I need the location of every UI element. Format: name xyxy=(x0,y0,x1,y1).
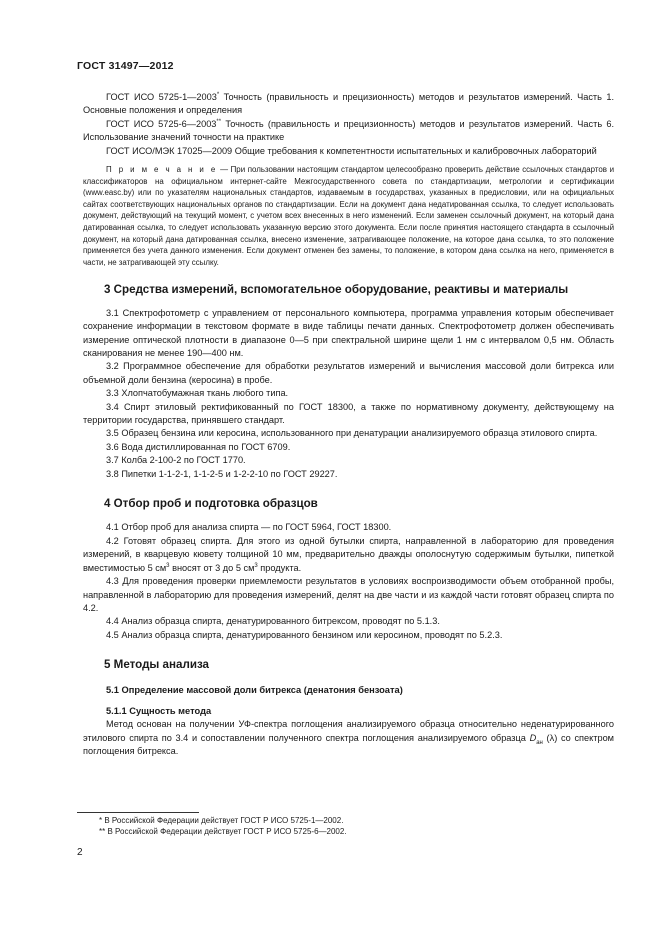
footnote-2: ** В Российской Федерации действует ГОСТ Р ИСО 5725-6—2002. xyxy=(99,827,347,836)
item-3-3: 3.3 Хлопчатобумажная ткань любого типа. xyxy=(106,388,289,399)
symbol-d: D xyxy=(529,732,537,743)
page-content xyxy=(83,91,614,759)
item-4-2: 4.2 Готовят образец спирта. Для этого из одной бутылки спирта, направленной в лабораторию для проведения измерений, в кварцевую кювету толщиной 10 мм, предварительно дважды ополоснутую содержимым бутылки, пипеткой вместимостью 5 $см^3$ вносят от 3 до 5 $см^3$ продукта. xyxy=(83,535,614,573)
item-4-1: 4.1 Отбор проб для анализа спирта — по ГОСТ 5964, ГОСТ 18300. xyxy=(106,522,392,533)
item-3-1: 3.1 Спектрофотометр с управлением от персонального компьютера, программа управления которым обеспечивает сохранение информации в текстовом формате в виде таблицы печати данных. Спектрофотометр должен обеспечивать измерение оптической плотности в диапазоне 0—5 при спектральной ширине щели 1 нм с интервалом 0,5 нм. Область сканирования не менее 190—400 нм. xyxy=(83,307,614,358)
footnote-mark: ** xyxy=(216,118,222,125)
item-4-5: 4.5 Анализ образца спирта, денатурированного бензином или керосином, проводят по 5.2.3. xyxy=(106,629,503,640)
footnote-mark: * xyxy=(216,91,220,98)
footnotes xyxy=(99,815,347,837)
page-number: 2 xyxy=(77,847,83,858)
ref-iso-5725-6: ГОСТ ИСО 5725-6—2003** Точность (правильность и прецизионность) методов и результатов измерений. Часть 6. Использование значений точности на практике xyxy=(83,118,614,143)
subsection-5-1-1-heading: 5.1.1 Сущность метода xyxy=(106,705,212,716)
ref-iso-iec-17025: ГОСТ ИСО/МЭК 17025—2009 Общие требования к компетентности испытательных и калибровочных лабораторий xyxy=(106,145,597,156)
item-3-4: 3.4 Спирт этиловый ректификованный по ГОСТ 18300, а также по нормативному документу, действующему на территории государства, принявшего стандарт. xyxy=(83,401,614,426)
footnote-1: * В Российской Федерации действует ГОСТ Р ИСО 5725-1—2002. xyxy=(99,816,344,825)
item-3-5: 3.5 Образец бензина или керосина, использованного при денатурации анализируемого образца этилового спирта. xyxy=(106,428,598,439)
item-3-6: 3.6 Вода дистиллированная по ГОСТ 6709. xyxy=(106,441,291,452)
section-3-heading: 3 Средства измерений, вспомогательное оборудование, реактивы и материалы xyxy=(104,283,569,297)
item-4-3: 4.3 Для проведения проверки приемлемости результатов в условиях воспроизводимости объем отобранной пробы, направленной в лабораторию для проведения измерений, делят на две части и из каждой части готовят образец спирта по 4.2. xyxy=(83,576,614,613)
item-4-4: 4.4 Анализ образца спирта, денатурированного битрексом, проводят по 5.1.3. xyxy=(106,616,440,627)
note-label: П р и м е ч а н и е xyxy=(106,165,218,175)
subsection-5-1-heading: 5.1 Определение массовой доли битрекса (денатония бензоата) xyxy=(106,684,403,695)
section-5-heading: 5 Методы анализа xyxy=(104,658,210,672)
item-3-2: 3.2 Программное обеспечение для обработки результатов измерений и вычисления массовой доли битрекса или объемной доли бензина (керосина) в пробе. xyxy=(83,361,614,385)
item-3-7: 3.7 Колба 2-100-2 по ГОСТ 1770. xyxy=(106,455,246,466)
ref-iso-5725-1: ГОСТ ИСО 5725-1—2003* Точность (правильность и прецизионность) методов и результатов измерений. Часть 1. Основные положения и определения xyxy=(83,91,615,116)
section-4-heading: 4 Отбор проб и подготовка образцов xyxy=(104,497,318,511)
note-paragraph: П р и м е ч а н и е — При пользовании настоящим стандартом целесообразно проверить действие ссылочных стандартов и классификаторов на официальном интернет-сайте Межгосударственного совета по стандартизации, метрологии и сертификации (www.easc.by) или по указателям национальных стандартов, издаваемым в государствах, указанных в предисловии, или на официальных сайтах соответствующих национальных органов по стандартизации. Если на документ дана недатированная ссылка, то следует использовать документ, действующий на текущий момент, с учетом всех внесенных в него изменений. Если заменен ссылочный документ, на который дана датированная ссылка, то следует использовать указанную версию этого документа. Если после принятия настоящего стандарта в ссылочный документ, на который дана датированная ссылка, внесено изменение, затрагивающее положение, на которое дана ссылка, то это положение применяется без учета данного изменения. Если документ отменен без замены, то положение, в котором дана ссылка на него, применяется в части, не затрагивающей эту ссылку. xyxy=(83,165,615,267)
running-header: ГОСТ 31497—2012 xyxy=(77,60,174,72)
method-principle-paragraph: Метод основан на получении УФ-спектра поглощения анализируемого образца относительно неденатурированного этилового спирта по 3.4 и сопоставлении полученного спектра поглощения анализируемого образца $D_{ан}$ (λ) со спектром поглощения битрекса. xyxy=(83,719,614,757)
item-3-8: 3.8 Пипетки 1-1-2-1, 1-1-2-5 и 1-2-2-10 по ГОСТ 29227. xyxy=(106,468,338,479)
footnote-separator xyxy=(77,812,199,813)
